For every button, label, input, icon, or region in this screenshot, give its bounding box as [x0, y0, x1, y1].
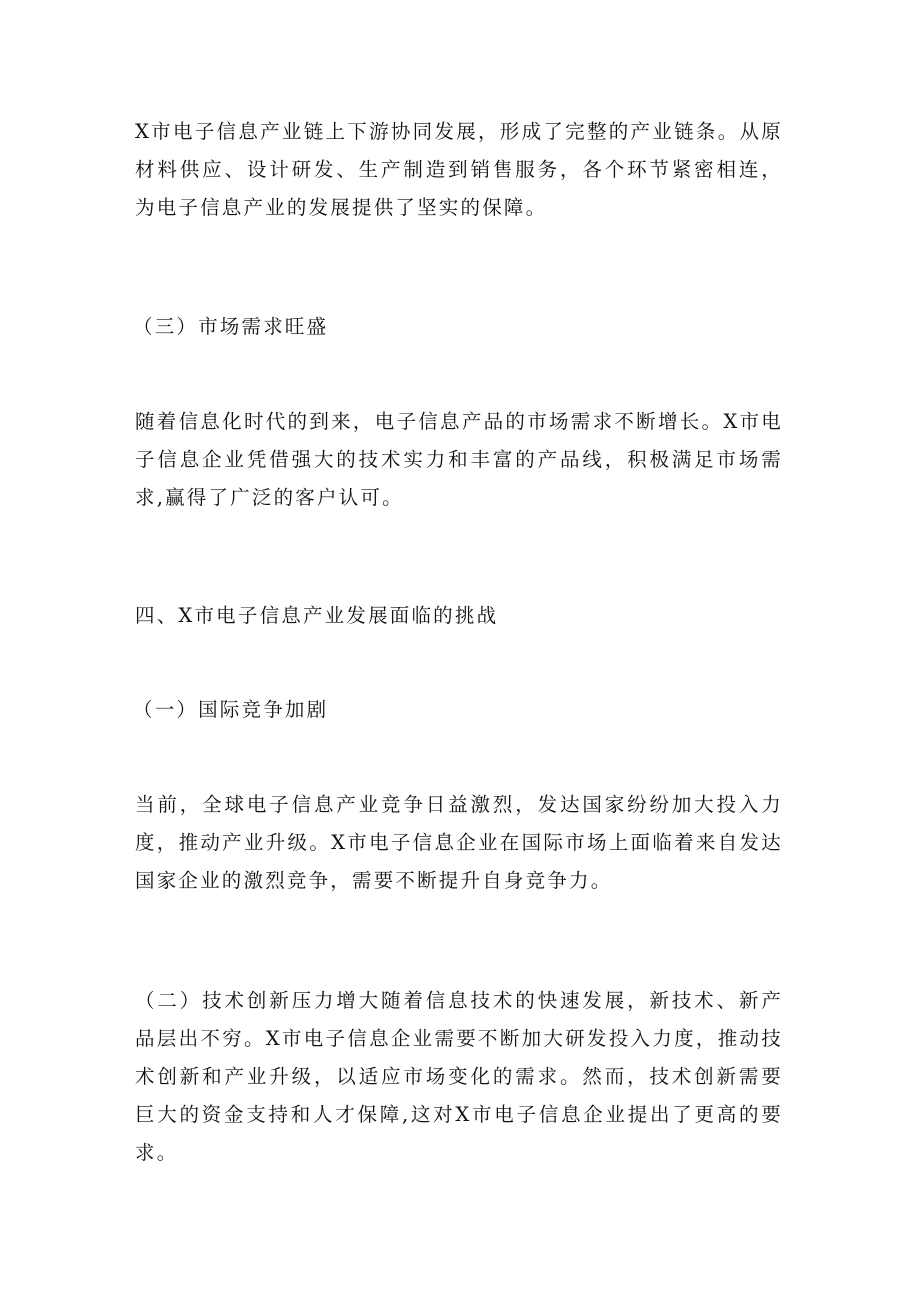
- heading-section-challenges: 四、X市电子信息产业发展面临的挑战: [135, 604, 499, 627]
- heading-international-competition: （一）国际竞争加剧: [133, 698, 329, 721]
- heading-market-demand: （三）市场需求旺盛: [133, 315, 329, 338]
- paragraph-international-competition: 当前，全球电子信息产业竞争日益激烈，发达国家纷纷加大投入力度，推动产业升级。X市电子信息企业在国际市场上面临着来自发达国家企业的激烈竞争，需要不断提升自身竞争力。: [135, 793, 783, 892]
- paragraph-industry-chain: X市电子信息产业链上下游协同发展，形成了完整的产业链条。从原材料供应、设计研发、生产制造到销售服务，各个环节紧密相连，为电子信息产业的发展提供了坚实的保障。: [135, 120, 783, 219]
- paragraph-innovation-pressure: （二）技术创新压力增大随着信息技术的快速发展，新技术、新产品层出不穷。X市电子信息企业需要不断加大研发投入力度，推动技术创新和产业升级，以适应市场变化的需求。然而，技术创新需要巨大的资金支持和人才保障,这对X市电子信息企业提出了更高的要求。: [135, 989, 783, 1164]
- paragraph-market-demand: 随着信息化时代的到来，电子信息产品的市场需求不断增长。X市电子信息企业凭借强大的技术实力和丰富的产品线，积极满足市场需求,赢得了广泛的客户认可。: [135, 410, 783, 509]
